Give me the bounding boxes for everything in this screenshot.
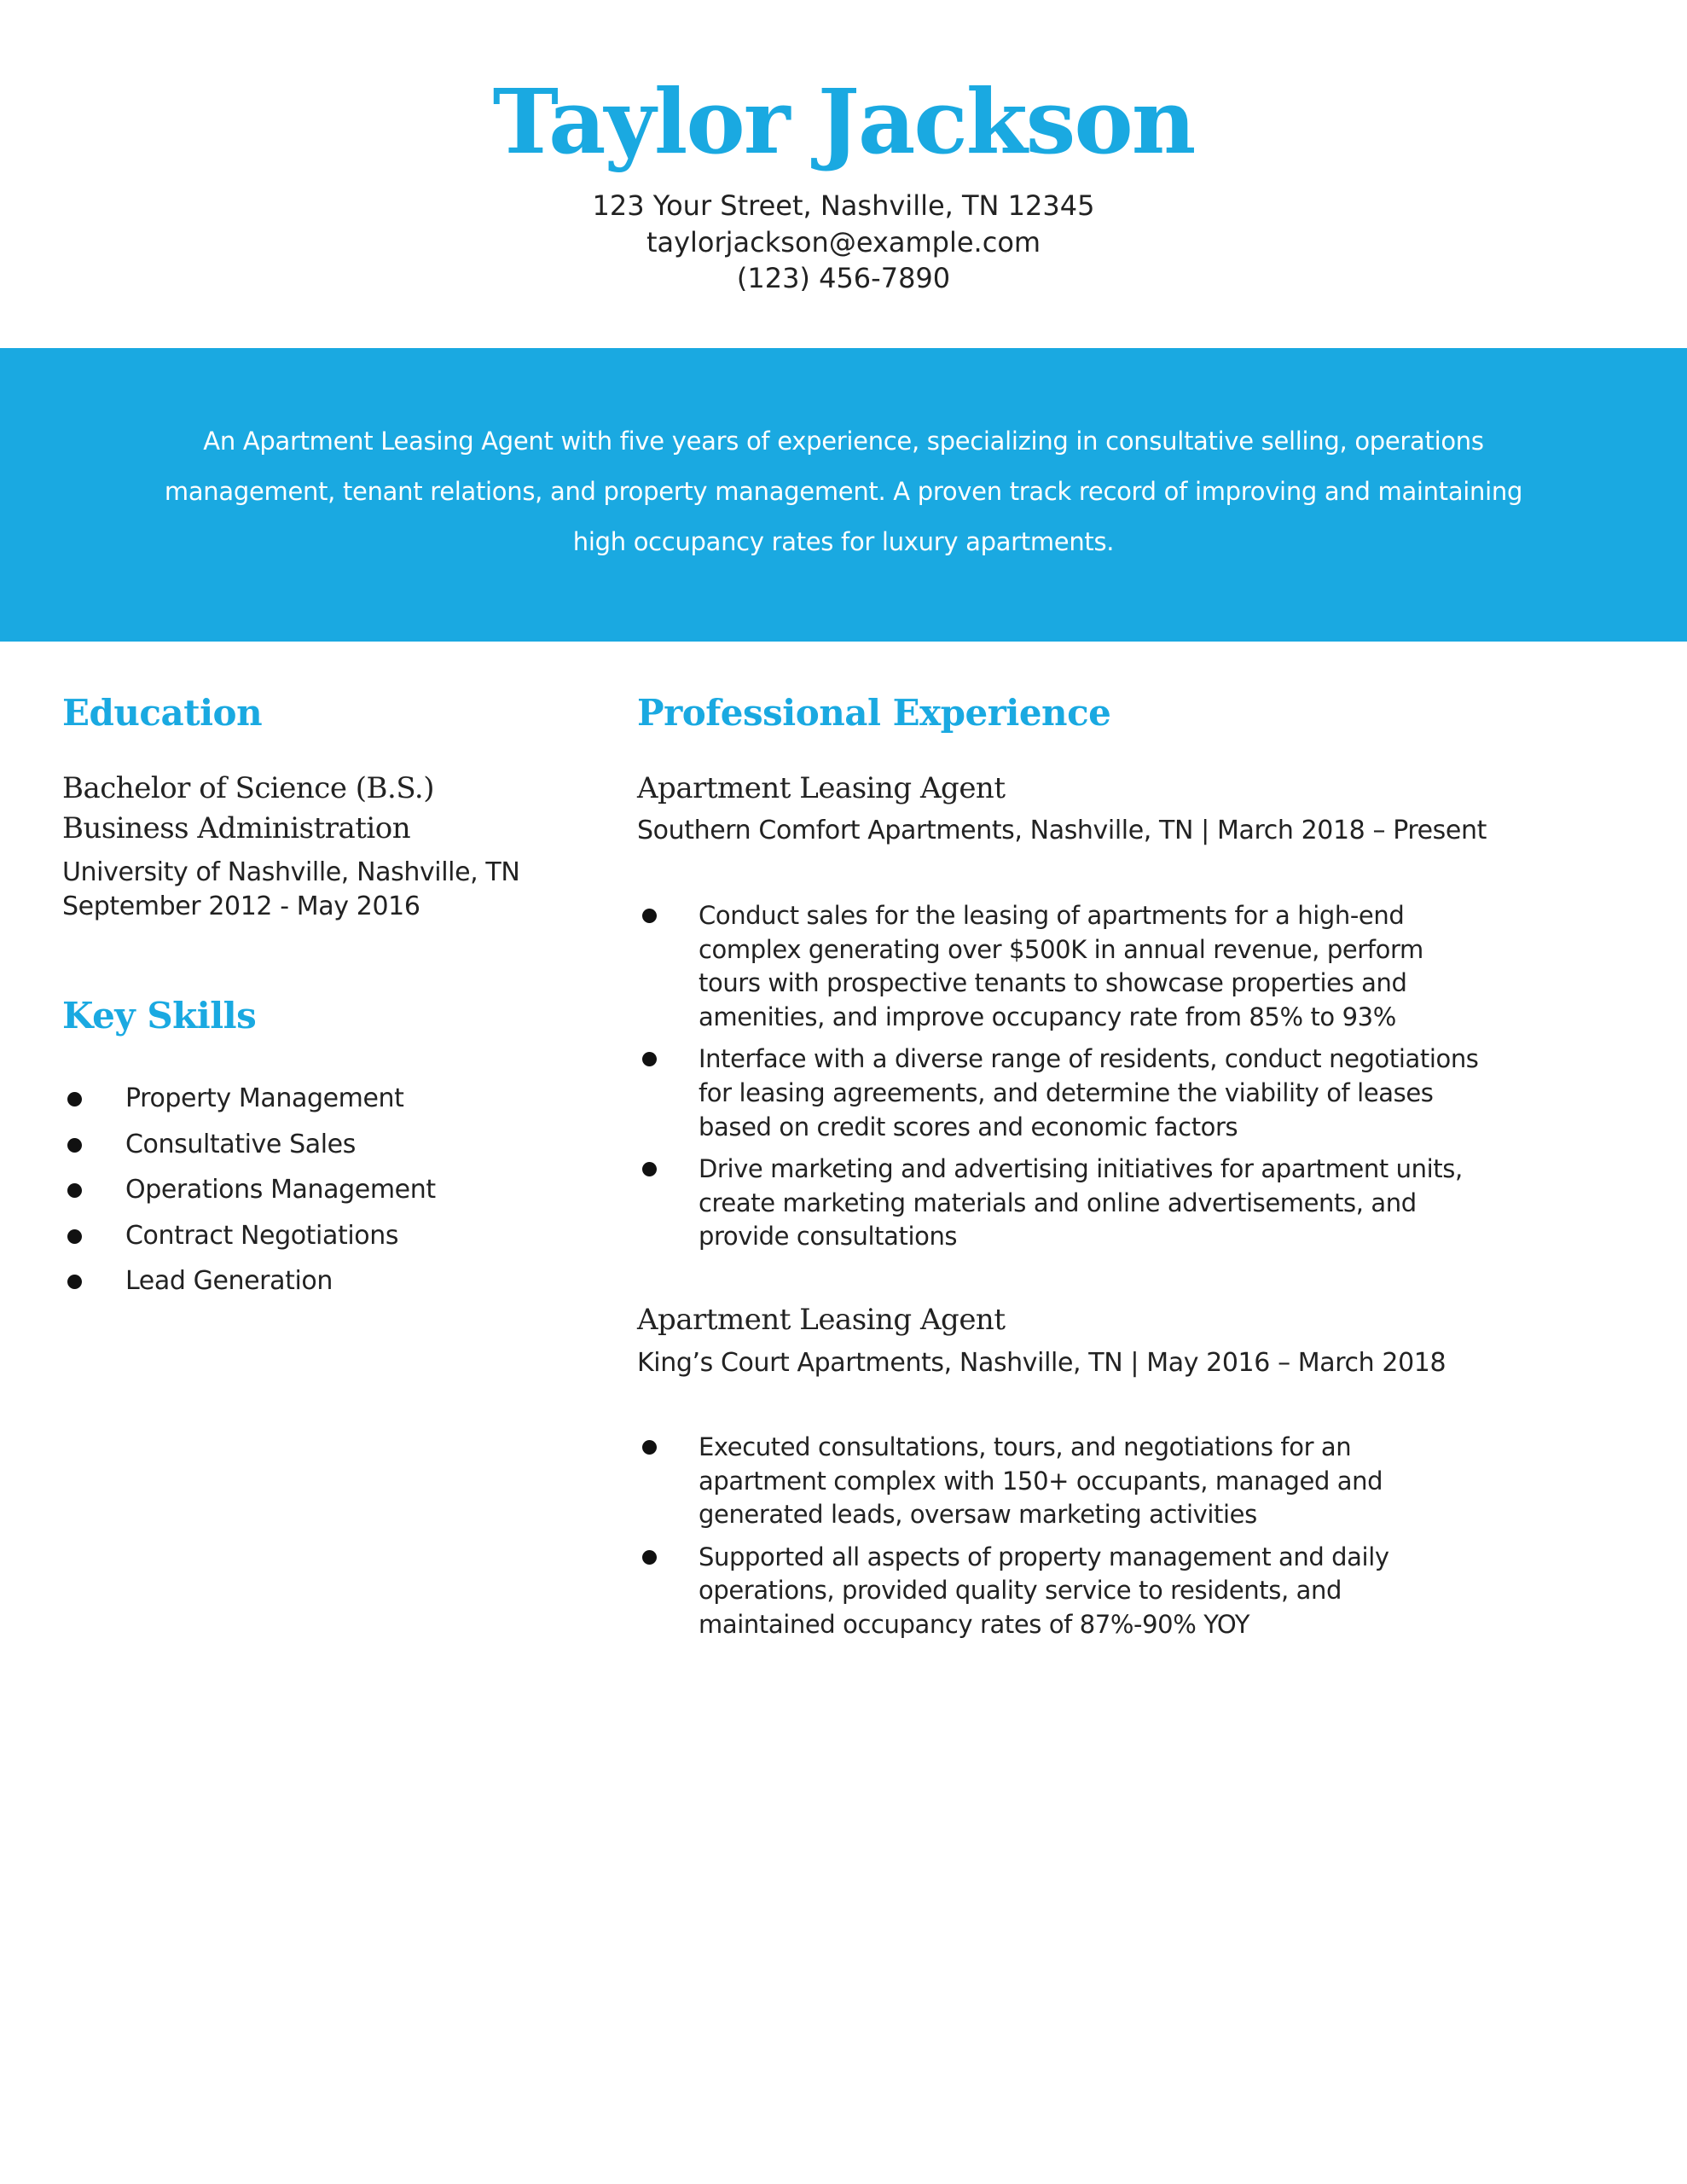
candidate-name: Taylor Jackson [492, 69, 1195, 174]
skill-item: Contract Negotiations [62, 1219, 436, 1265]
bullet-icon [67, 1183, 82, 1198]
skill-item: Operations Management [62, 1173, 436, 1219]
contact-info [0, 188, 1687, 297]
bullet-icon [67, 1138, 82, 1153]
email: taylorjackson@example.com [646, 225, 1041, 258]
bullet-icon [642, 909, 657, 923]
job-bullets [637, 899, 1481, 1263]
job-title: Apartment Leasing Agent [637, 771, 1006, 805]
major: Business Administration [62, 811, 411, 845]
job-bullet: Interface with a diverse range of residents, conduct negotiations for leasing agreements, and determine the viability of leases based on credit scores and economic factors [637, 1043, 1481, 1144]
job-bullet: Executed consultations, tours, and negotiations for an apartment complex with 150+ occupants, managed and generated leads, oversaw marketing activities [637, 1431, 1481, 1532]
education-heading: Education [62, 692, 263, 734]
degree: Bachelor of Science (B.S.) [62, 771, 434, 805]
education-dates: September 2012 - May 2016 [62, 892, 420, 921]
skills-list [62, 1082, 436, 1310]
bullet-icon [642, 1440, 657, 1455]
bullet-icon [67, 1229, 82, 1244]
job-bullets [637, 1431, 1481, 1651]
skill-item: Consultative Sales [62, 1128, 436, 1174]
bullet-icon [642, 1052, 657, 1066]
bullet-icon [642, 1550, 657, 1565]
job-bullet: Drive marketing and advertising initiatives for apartment units, create marketing materials and online advertisements, and provide consultations [637, 1153, 1481, 1254]
job-meta: Southern Comfort Apartments, Nashville, TN | March 2018 – Present [637, 816, 1487, 845]
school: University of Nashville, Nashville, TN [62, 857, 520, 887]
experience-heading: Professional Experience [637, 692, 1111, 734]
job-meta: King’s Court Apartments, Nashville, TN | May 2016 – March 2018 [637, 1348, 1446, 1378]
bullet-icon [642, 1162, 657, 1176]
skill-item: Property Management [62, 1082, 436, 1128]
phone: (123) 456-7890 [736, 262, 951, 294]
address: 123 Your Street, Nashville, TN 12345 [592, 189, 1095, 222]
skill-item: Lead Generation [62, 1264, 436, 1310]
job-title: Apartment Leasing Agent [637, 1303, 1006, 1337]
bullet-icon [67, 1275, 82, 1289]
summary-text: An Apartment Leasing Agent with five years of experience, specializing in consultative selling, operations management, tenant relations, and property management. A proven track record of improving and maintaining high occupancy rates for luxury apartments. [164, 427, 1523, 556]
job-bullet: Conduct sales for the leasing of apartments for a high-end complex generating over $500K in annual revenue, perform tours with prospective tenants to showcase properties and amenities, and improve occupancy rate from 85% to 93% [637, 899, 1481, 1034]
skills-heading: Key Skills [62, 995, 257, 1037]
job-bullet: Supported all aspects of property management and daily operations, provided quality service to residents, and maintained occupancy rates of 87%-90% YOY [637, 1541, 1481, 1642]
bullet-icon [67, 1092, 82, 1107]
